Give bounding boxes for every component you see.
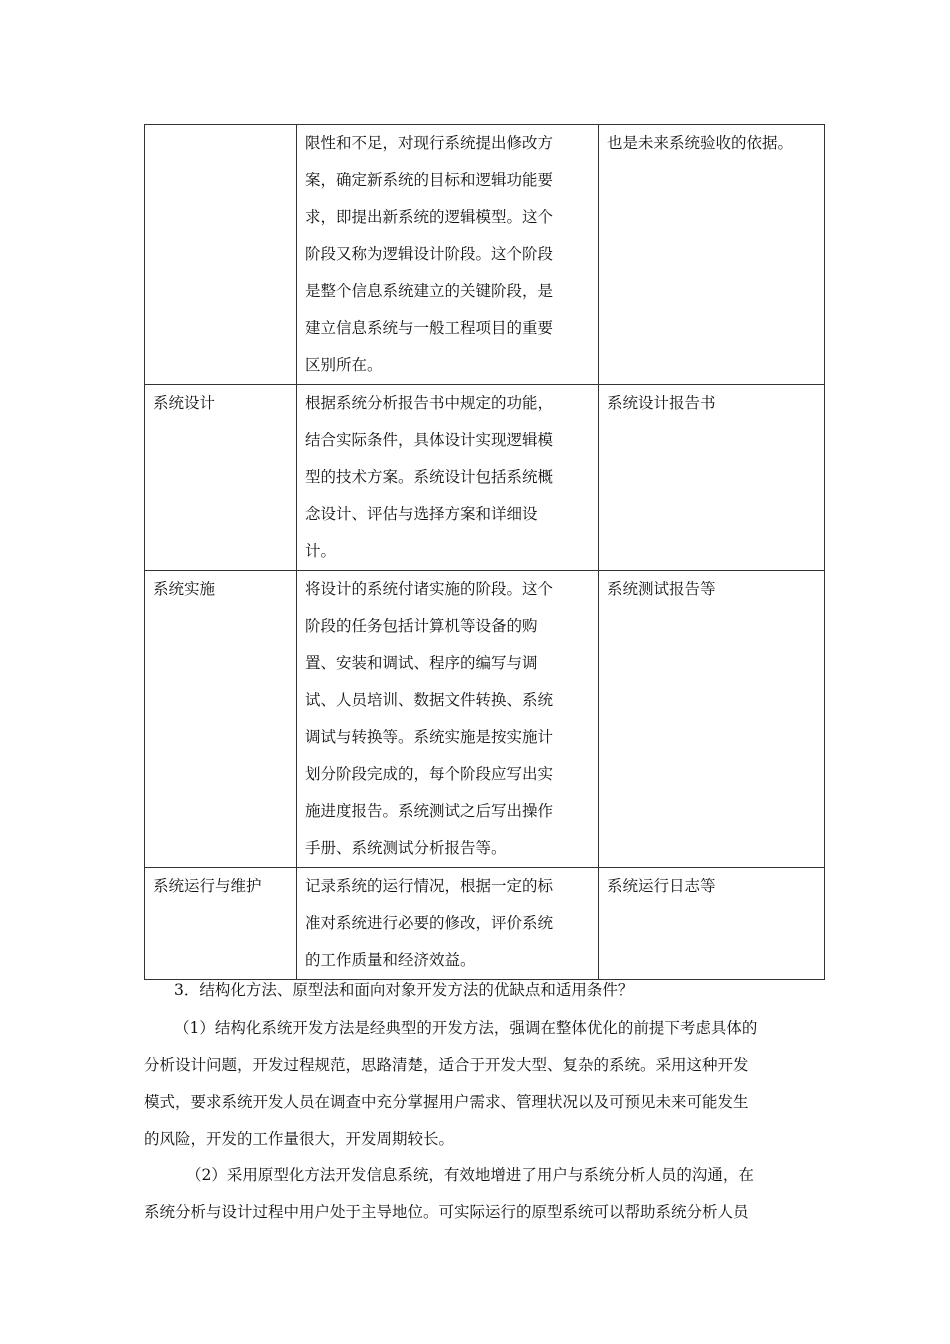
description-line: 型的技术方案。系统设计包括系统概 [305,468,554,486]
description-cell [297,125,599,385]
description-line: 结合实际条件，具体设计实现逻辑模 [305,431,554,449]
description-line: 的工作质量和经济效益。 [305,951,476,969]
description-line: 划分阶段完成的，每个阶段应写出实 [305,765,554,783]
table-row [145,385,825,571]
table-row [145,571,825,868]
description-line: 求，即提出新系统的逻辑模型。这个 [305,208,554,226]
description-cell [297,868,599,980]
description-line: 手册、系统测试分析报告等。 [305,839,507,857]
description-line: 限性和不足，对现行系统提出修改方 [305,134,554,152]
description-line: 计。 [305,542,337,560]
description-cell [297,571,599,868]
document-cell: 系统运行日志等 [599,868,825,980]
stage-cell: 系统实施 [145,571,297,868]
description-line: 试、人员培训、数据文件转换、系统 [305,691,554,709]
stage-cell [145,125,297,385]
document-cell: 系统设计报告书 [599,385,825,571]
description-line: 调试与转换等。系统实施是按实施计 [305,728,554,746]
description-cell [297,385,599,571]
description-line: 区别所在。 [305,356,383,374]
table-row [145,868,825,980]
document-cell: 也是未来系统验收的依据。 [599,125,825,385]
paragraph [144,1010,825,1158]
stage-cell: 系统设计 [145,385,297,571]
question-text: 3．结构化方法、原型法和面向对象开发方法的优缺点和适用条件？ [174,981,634,999]
description-line: 阶段又称为逻辑设计阶段。这个阶段 [305,245,554,263]
paragraph-line: （2）采用原型化方法开发信息系统，有效地增进了用户与系统分析人员的沟通，在 [186,1166,754,1184]
description-line: 准对系统进行必要的修改，评价系统 [305,914,554,932]
description-line: 记录系统的运行情况，根据一定的标 [305,877,554,895]
description-line: 将设计的系统付诸实施的阶段。这个 [305,580,554,598]
paragraph-line: 系统分析与设计过程中用户处于主导地位。可实际运行的原型系统可以帮助系统分析人员 [144,1203,749,1221]
description-line: 根据系统分析报告书中规定的功能， [305,394,554,412]
document-cell: 系统测试报告等 [599,571,825,868]
development-stage-table [144,124,825,980]
description-line: 念设计、评估与选择方案和详细设 [305,505,538,523]
description-line: 建立信息系统与一般工程项目的重要 [305,319,554,337]
paragraph-line: 分析设计问题，开发过程规范，思路清楚，适合于开发大型、复杂的系统。采用这种开发 [144,1056,749,1074]
question-heading [174,972,825,1009]
description-line: 置、安装和调试、程序的编写与调 [305,654,538,672]
description-line: 施进度报告。系统测试之后写出操作 [305,802,554,820]
paragraph [144,1157,825,1231]
description-line: 阶段的任务包括计算机等设备的购 [305,617,538,635]
paragraph-line: （1）结构化系统开发方法是经典型的开发方法，强调在整体优化的前提下考虑具体的 [174,1019,758,1037]
description-line: 案，确定新系统的目标和逻辑功能要 [305,171,554,189]
paragraph-line: 模式，要求系统开发人员在调查中充分掌握用户需求、管理状况以及可预见未来可能发生 [144,1093,749,1111]
table-row [145,125,825,385]
paragraph-line: 的风险，开发的工作量很大，开发周期较长。 [144,1130,455,1148]
stage-cell: 系统运行与维护 [145,868,297,980]
description-line: 是整个信息系统建立的关键阶段，是 [305,282,554,300]
